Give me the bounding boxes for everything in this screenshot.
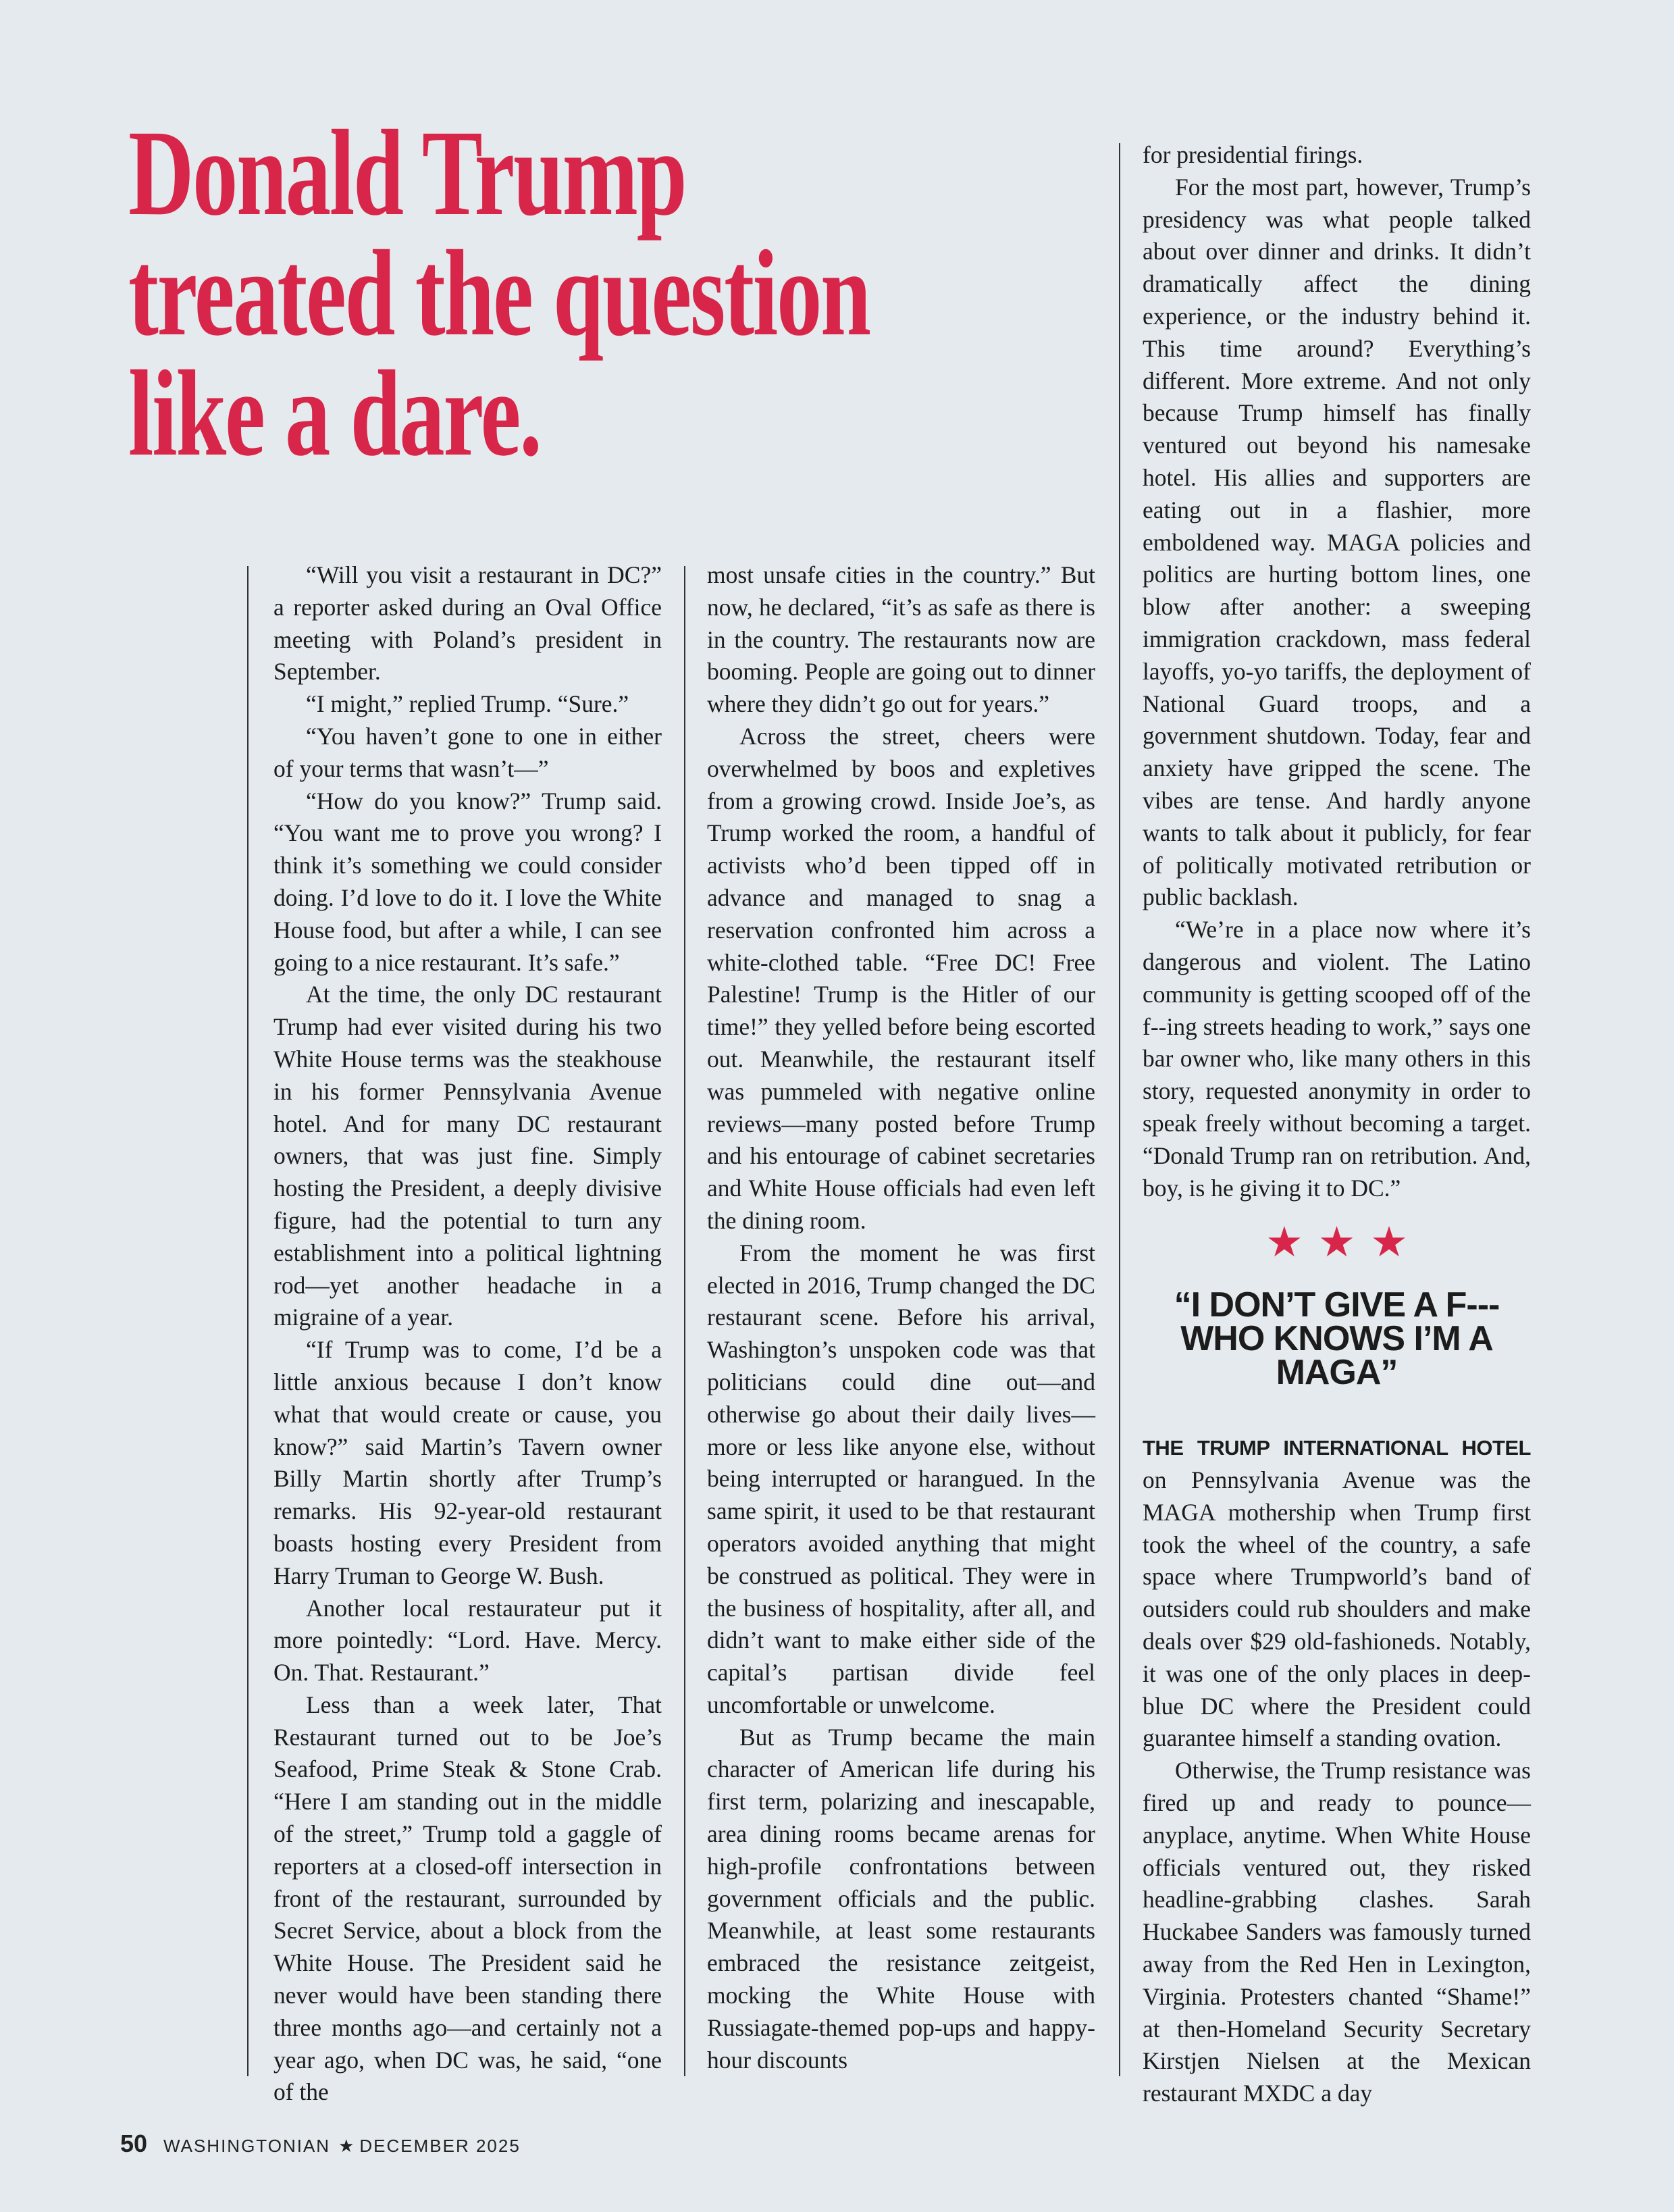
page-number: 50 (120, 2130, 148, 2157)
star-icon: ★ (338, 2136, 356, 2156)
headline-line: treated the question (128, 226, 870, 361)
article-column-3 (1143, 139, 1531, 2110)
publication-name: WASHINGTONIAN (163, 2136, 331, 2156)
article-paragraph: Another local restaurateur put it more pointedly: “Lord. Have. Mercy. On. That. Restaurant.” (273, 1594, 662, 1687)
lead-in: THE TRUMP INTERNATIONAL HOTEL (1143, 1436, 1531, 1460)
star-divider-icon: ★★★ (1265, 1220, 1423, 1266)
headline-line: like a dare. (128, 346, 541, 482)
paragraph-text: on Pennsylvania Avenue was the MAGA mothership when Trump first took the wheel of the country, a safe space where Trumpworld’s band of outsiders could rub shoulders and make deals over $29 old-fashioneds. Notably, it was one of the only places in deep-blue DC where the President could guarantee himself a standing ovation. (1143, 1466, 1531, 1752)
article-paragraph: For the most part, however, Trump’s presidency was what people talked about over dinner and drinks. It didn’t dramatically affect the dining experience, or the industry behind it. This time around? Everything’s different. More extreme. And not only because Trump himself has finally ventured out beyond his namesake hotel. His allies and supporters are eating out in a flashier, more emboldened way. MAGA policies and politics are hurting bottom lines, one blow after another: a sweeping immigration crackdown, mass federal layoffs, yo-yo tariffs, the deployment of National Guard troops, and a government shutdown. Today, fear and anxiety have gripped the scene. The vibes are tense. And hardly anyone wants to talk about it publicly, for fear of politically motivated retribution or public backlash. (1143, 173, 1531, 911)
article-paragraph: Otherwise, the Trump resistance was fired up and ready to pounce—anyplace, anytime. When White House officials ventured out, they risked headline-grabbing clashes. Sarah Huckabee Sanders was famously turned away from the Red Hen in Lexington, Virginia. Protesters chanted “Shame!” at then-Homeland Security Secretary Kirstjen Nielsen at the Mexican restaurant MXDC a day (1143, 1757, 1531, 2107)
headline (128, 105, 870, 482)
article-paragraph: From the moment he was first elected in 2016, Trump changed the DC restaurant scene. Before his arrival, Washington’s unspoken code was that politicians could dine out—and otherwise go about their daily lives—more or less like anyone else, without being interrupted or harangued. In the same spirit, it used to be that restaurant operators avoided anything that might be construed as political. They were in the business of hospitality, after all, and didn’t want to make either side of the capital’s partisan divide feel uncomfortable or unwelcome. (707, 1239, 1095, 1718)
article-paragraph: “I might,” replied Trump. “Sure.” (306, 690, 629, 718)
column-rule (247, 566, 249, 2076)
article-paragraph: “We’re in a place now where it’s dangerous and violent. The Latino community is getting scooped off of the f--ing streets heading to work,” says one bar owner who, like many others in this story, requested anonymity in order to speak freely without becoming a target. “Donald Trump ran on retribution. And, boy, is he giving it to DC.” (1143, 916, 1531, 1202)
pull-quote: “I DON’T GIVE A F--- WHO KNOWS I’M A MAGA” (1174, 1285, 1500, 1393)
article-paragraph: most unsafe cities in the country.” But now, he declared, “it’s as safe as there is in the country. The restaurants now are booming. People are going out to dinner where they didn’t go out for years.” (707, 561, 1095, 718)
article-column-2 (707, 559, 1095, 2076)
article-paragraph: “How do you know?” Trump said. “You want me to prove you wrong? I think it’s something we could consider doing. I’d love to do it. I love the White House food, but after a while, I can see going to a nice restaurant. It’s safe.” (273, 787, 662, 976)
column-rule (1119, 143, 1120, 2076)
article-paragraph: Across the street, cheers were overwhelmed by boos and expletives from a growing crowd. Inside Joe’s, as Trump worked the room, a handful of activists who’d been tipped off in advance and managed to snag a reservation confronted him across a white-clothed table. “Free DC! Free Palestine! Trump is the Hitler of our time!” they yelled before being escorted out. Meanwhile, the restaurant itself was pummeled with negative online reviews—many posted before Trump and his entourage of cabinet secretaries and White House officials had even left the dining room. (707, 722, 1095, 1234)
article-paragraph: Less than a week later, That Restaurant turned out to be Joe’s Seafood, Prime Steak & Stone Crab. “Here I am standing out in the middle of the street,” Trump told a gaggle of reporters at a closed-off intersection in front of the restaurant, surrounded by Secret Service, about a block from the White House. The President said he never would have been standing there three months ago—and certainly not a year ago, when DC was, he said, “one of the (273, 1691, 662, 2106)
article-column-1 (273, 559, 662, 2109)
article-paragraph: But as Trump became the main character of American life during his first term, polarizing and inescapable, area dining rooms became arenas for high-profile confrontations between government officials and the public. Meanwhile, at least some restaurants embraced the resistance zeitgeist, mocking the White House with Russiagate-themed pop-ups and happy-hour discounts (707, 1723, 1095, 2074)
article-paragraph: “You haven’t gone to one in either of your terms that wasn’t—” (273, 722, 662, 782)
page-footer (120, 2130, 521, 2158)
article-paragraph (1143, 1431, 1531, 1755)
column-rule (684, 566, 685, 2076)
issue-date: DECEMBER 2025 (359, 2136, 521, 2156)
article-paragraph: “If Trump was to come, I’d be a little anxious because I don’t know what that would create or cause, you know?” said Martin’s Tavern owner Billy Martin shortly after Trump’s remarks. His 92-year-old restaurant boasts hosting every President from Harry Truman to George W. Bush. (273, 1336, 662, 1589)
article-paragraph: At the time, the only DC restaurant Trump had ever visited during his two White House terms was the steakhouse in his former Pennsylvania Avenue hotel. And for many DC restaurant owners, that was just fine. Simply hosting the President, a deeply divisive figure, had the potential to turn any establishment into a political lightning rod—yet another headache in a migraine of a year. (273, 981, 662, 1331)
article-paragraph: “Will you visit a restaurant in DC?” a reporter asked during an Oval Office meeting with Poland’s president in September. (273, 561, 662, 686)
headline-line: Donald Trump (128, 105, 686, 241)
article-paragraph: for presidential firings. (1143, 141, 1363, 168)
